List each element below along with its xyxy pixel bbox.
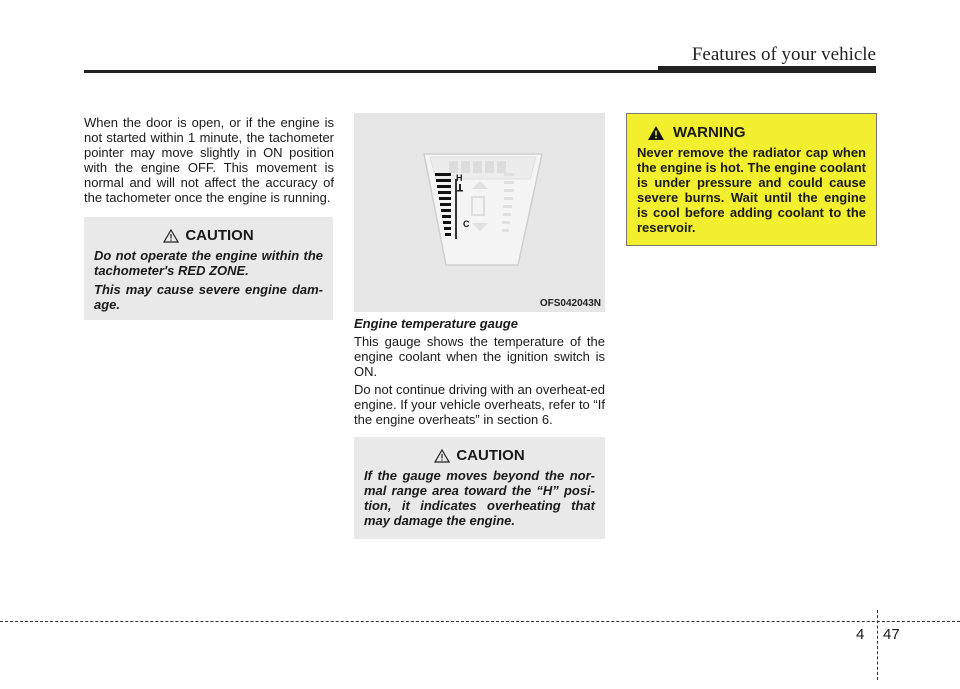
warning-triangle-icon [434, 449, 450, 463]
caution-body [364, 468, 595, 528]
gauge-paragraph: This gauge shows the temperature of the engine coolant when the ignition switch is ON. [354, 334, 605, 379]
footer-rule [0, 621, 960, 622]
cluster-illustration [354, 113, 605, 312]
caution-line: This may cause severe engine dam-age. [94, 282, 323, 312]
header-rule-accent [658, 66, 876, 73]
overheat-paragraph: Do not continue driving with an overheat-ed engine. If your vehicle overheats, refer to “If the engine overheats” in section 6. [354, 382, 605, 427]
warning-triangle-icon [647, 125, 665, 141]
caution-box-overheating [354, 437, 605, 539]
gauge-hot-label: H [456, 173, 463, 183]
warning-triangle-icon [163, 229, 179, 243]
footer-divider [877, 610, 878, 680]
figure-code: OFS042043N [539, 298, 601, 309]
caution-header [364, 447, 595, 464]
caution-header [94, 227, 323, 244]
caution-title: CAUTION [185, 227, 254, 244]
engine-temperature-heading: Engine temperature gauge [354, 316, 518, 331]
left-column-text [84, 115, 334, 208]
caution-body [94, 248, 323, 312]
page-number: 47 [883, 626, 900, 643]
caution-title: CAUTION [456, 447, 525, 464]
caution-line: Do not operate the engine within the tachometer's RED ZONE. [94, 248, 323, 278]
tachometer-paragraph: When the door is open, or if the engine is not started within 1 minute, the tachometer pointer may move slightly in ON position with the engine OFF. This movement is normal and will not affect the accuracy of the tachometer once the engine is running. [84, 115, 334, 205]
warning-box-radiator [626, 113, 877, 246]
caution-line: If the gauge moves beyond the nor-mal range area toward the “H” posi-tion, it indicates overheating that may damage the engine. [364, 468, 595, 528]
engine-temperature-gauge-figure [354, 113, 605, 312]
chapter-number: 4 [856, 626, 865, 643]
warning-body: Never remove the radiator cap when the engine is hot. The engine coolant is under pressure and could cause severe burns. Wait until the engine is cool before adding coolant to the reservoir. [637, 145, 866, 235]
section-title: Features of your vehicle [691, 44, 876, 65]
warning-header [637, 124, 866, 141]
gauge-cold-label: C [463, 219, 470, 229]
middle-column-text [354, 334, 605, 430]
caution-box-tachometer [84, 217, 333, 320]
warning-title: WARNING [673, 124, 746, 141]
